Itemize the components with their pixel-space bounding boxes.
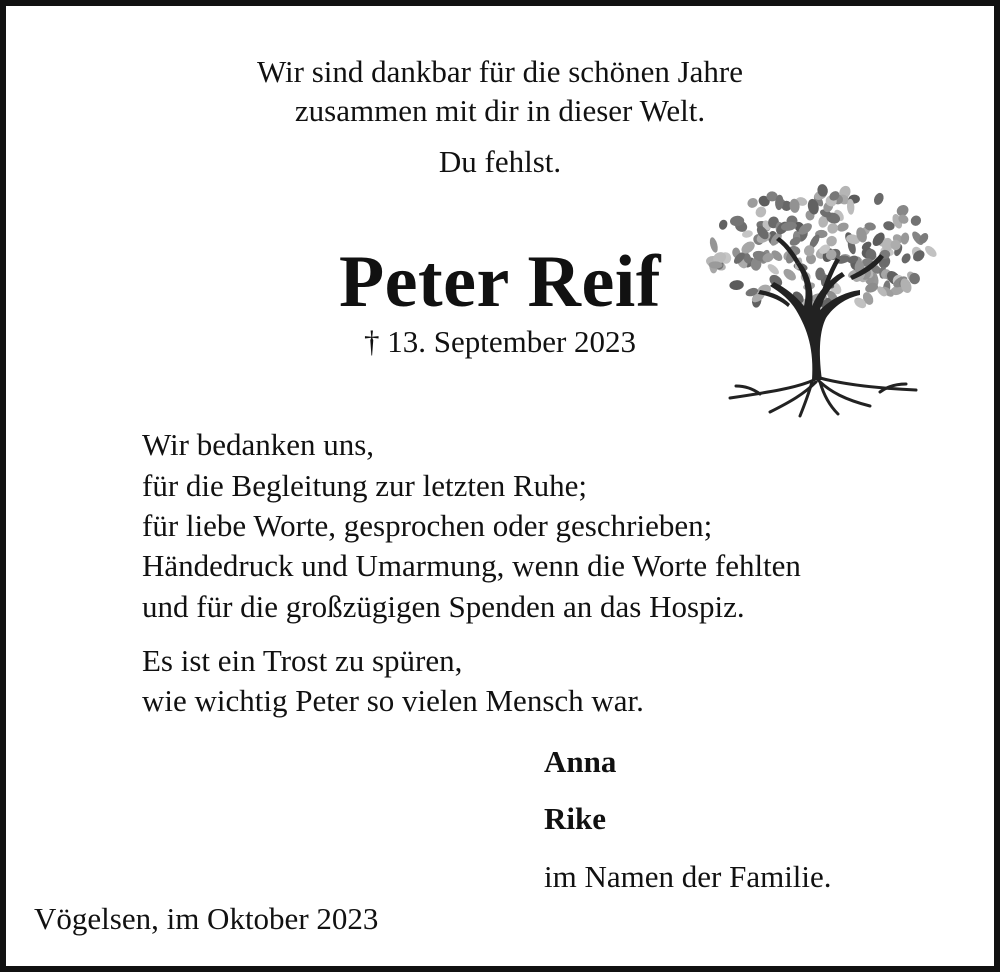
tree-leaf [900,232,910,245]
signature-family: im Namen der Familie. [544,859,832,894]
death-date: † 13. September 2023 [363,324,637,359]
thanks-line-3: für liebe Worte, gesprochen oder geschrieben; [142,508,713,543]
tree-leaf [909,213,924,228]
tree-leaf [746,196,760,210]
tree-leaf [729,280,744,291]
tree-leaf [781,267,798,283]
intro-line-1: Wir sind dankbar für die schönen Jahre [257,54,743,89]
signature-name-anna: Anna [544,744,617,779]
place-date: Vögelsen, im Oktober 2023 [34,901,379,936]
thanks-line-2: für die Begleitung zur letzten Ruhe; [142,468,588,503]
intro-line-2: zusammen mit dir in dieser Welt. [294,93,706,128]
tree-leaf [872,191,885,206]
thanks-line-1: Wir bedanken uns, [142,427,375,462]
tree-leaf [708,236,719,253]
tree-leaf [753,204,768,219]
comfort-line-1: Es ist ein Trost zu spüren, [142,643,463,678]
tree-leaf [766,262,781,276]
tree-icon [700,180,940,420]
thanks-line-4: Händedruck und Umarmung, wenn die Worte fehlten [142,548,801,583]
thanks-line-5: und für die großzügigen Spenden an das Hospiz. [142,589,745,624]
tree-leaf [923,244,939,259]
tree-leaf [718,218,729,230]
intro-line-3: Du fehlst. [438,144,562,179]
comfort-line-2: wie wichtig Peter so vielen Mensch war. [142,683,644,718]
deceased-name: Peter Reif [338,241,662,323]
tree-leaf [900,252,913,265]
signature-name-rike: Rike [544,801,606,836]
